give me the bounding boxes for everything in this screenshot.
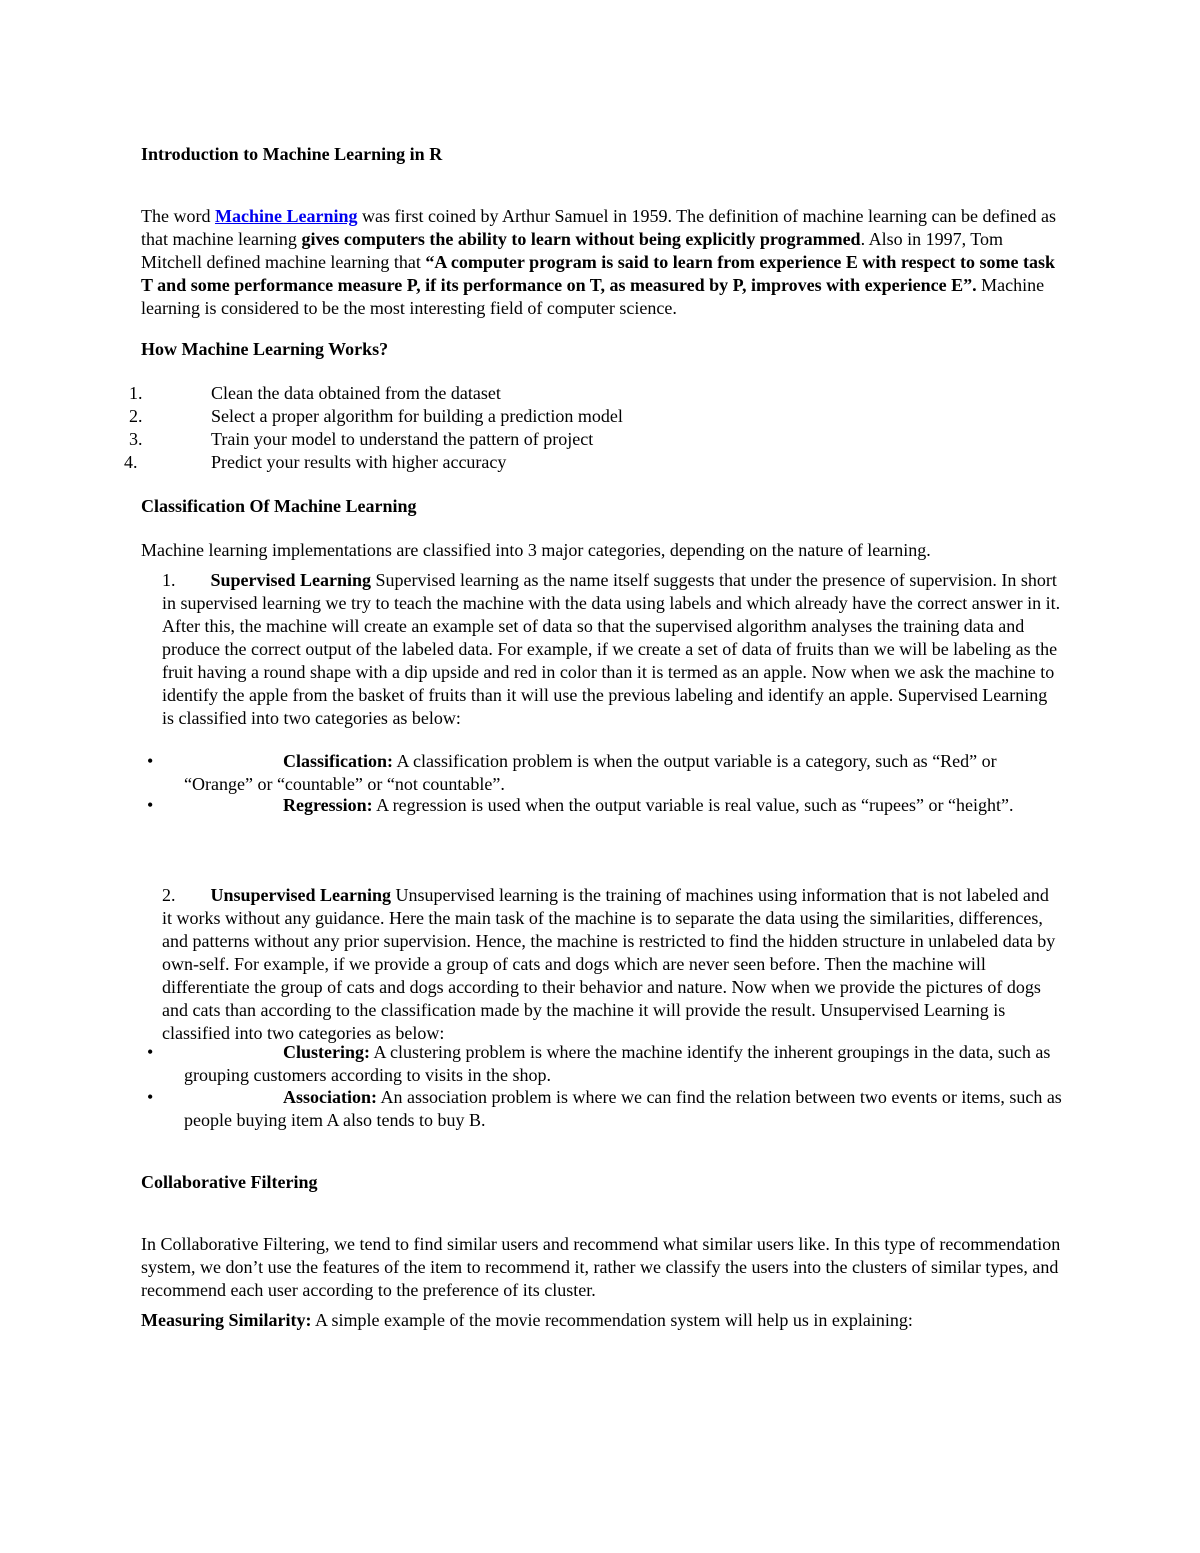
- unsupervised-number: 2.: [162, 885, 176, 905]
- measuring-text: A simple example of the movie recommendation system will help us in explaining:: [311, 1310, 913, 1330]
- step-text: Select a proper algorithm for building a prediction model: [211, 406, 623, 426]
- classification-heading: Classification Of Machine Learning: [141, 496, 417, 516]
- bullet-text: An association problem is where we can find the relation between two events or items, such as people buying item A also tends to buy B.: [184, 1087, 1062, 1130]
- intro-bold-quote: “A computer program is said to learn from experience E with respect to some task T and some performance measure P, if its performance on T, as measured by P, improves with experience E”.: [141, 252, 1055, 295]
- machine-learning-link[interactable]: Machine Learning: [214, 206, 358, 226]
- bullet-label: Regression:: [283, 795, 373, 815]
- intro-bold-1: gives computers the ability to learn without being explicitly programmed: [301, 229, 861, 249]
- regression-bullet: [184, 794, 1064, 817]
- bullet-icon: •: [147, 1087, 154, 1107]
- intro-text-3: . Also in 1997, Tom Mitchell defined machine learning that: [141, 229, 1003, 272]
- how-heading: How Machine Learning Works?: [141, 339, 389, 359]
- measuring-label: Measuring Similarity:: [141, 1310, 312, 1330]
- bullet-text: A classification problem is when the output variable is a category, such as “Red” or “Orange” or “countable” or “not countable”.: [184, 751, 997, 794]
- bullet-icon: •: [147, 751, 154, 771]
- intro-text-1: The word: [141, 206, 215, 226]
- collaborative-paragraph: In Collaborative Filtering, we tend to find similar users and recommend what similar users like. In this type of recommendation system, we don’t use the features of the item to recommend it, rather we classify the users into the clusters of similar types, and recommend each user according to the preference of its cluster.: [141, 1234, 1061, 1300]
- bullet-label: Clustering:: [283, 1042, 370, 1062]
- bullet-label: Classification:: [283, 751, 393, 771]
- intro-text-2: was first coined by Arthur Samuel in 1959. The definition of machine learning can be defined as that machine learning: [141, 206, 1056, 249]
- step-number: 4.: [124, 452, 138, 472]
- step-text: Predict your results with higher accuracy: [211, 452, 507, 472]
- document-title: Introduction to Machine Learning in R: [141, 144, 443, 164]
- association-bullet: [184, 1086, 1064, 1132]
- measuring-paragraph: [141, 1309, 1061, 1332]
- intro-paragraph: [141, 205, 1061, 320]
- step-number: 2.: [129, 406, 143, 426]
- bullet-text: A regression is used when the output variable is real value, such as “rupees” or “height”.: [372, 795, 1014, 815]
- step-text: Train your model to understand the pattern of project: [211, 429, 594, 449]
- intro-text-4: Machine learning is considered to be the most interesting field of computer science.: [141, 275, 1045, 318]
- unsupervised-title: Unsupervised Learning: [210, 885, 392, 905]
- collaborative-heading: Collaborative Filtering: [141, 1172, 318, 1192]
- classification-intro: Machine learning implementations are classified into 3 major categories, depending on the nature of learning.: [141, 540, 931, 560]
- supervised-number: 1.: [162, 570, 176, 590]
- unsupervised-text: Unsupervised learning is the training of machines using information that is not labeled and it works without any guidance. Here the main task of the machine is to separate the data using the similarities, differences, and patterns without any prior supervision. Hence, the machine is restricted to find the hidden structure in unlabeled data by own-self. For example, if we provide a group of cats and dogs which are never seen before. Then the machine will differentiate the group of cats and dogs according to their behavior and nature. Now when we provide the pictures of dogs and cats than according to the classification made by the machine it will provide the result. Unsupervised Learning is classified into two categories as below:: [162, 885, 1056, 1043]
- supervised-section: [162, 569, 1062, 730]
- step-text: Clean the data obtained from the dataset: [211, 383, 501, 403]
- supervised-text: Supervised learning as the name itself suggests that under the presence of supervision. In short in supervised learning we try to teach the machine with the data using labels and which already have the correct answer in it. After this, the machine will create an example set of data so that the supervised algorithm analyses the training data and produce the correct output of the labeled data. For example, if we create a set of data of fruits than we will be labeling as the fruit having a round shape with a dip upside and red in color than it is termed as an apple. Now when we ask the machine to identify the apple from the basket of fruits than it will use the previous labeling and identify an apple. Supervised Learning is classified into two categories as below:: [162, 570, 1061, 728]
- step-number: 3.: [129, 429, 143, 449]
- clustering-bullet: [184, 1041, 1064, 1087]
- bullet-icon: •: [147, 795, 154, 815]
- bullet-text: A clustering problem is where the machine identify the inherent groupings in the data, such as grouping customers according to visits in the shop.: [184, 1042, 1051, 1085]
- unsupervised-section: [162, 884, 1062, 1045]
- bullet-icon: •: [147, 1042, 154, 1062]
- supervised-title: Supervised Learning: [210, 570, 372, 590]
- classification-bullet: [184, 750, 1064, 796]
- bullet-label: Association:: [283, 1087, 377, 1107]
- step-number: 1.: [129, 383, 143, 403]
